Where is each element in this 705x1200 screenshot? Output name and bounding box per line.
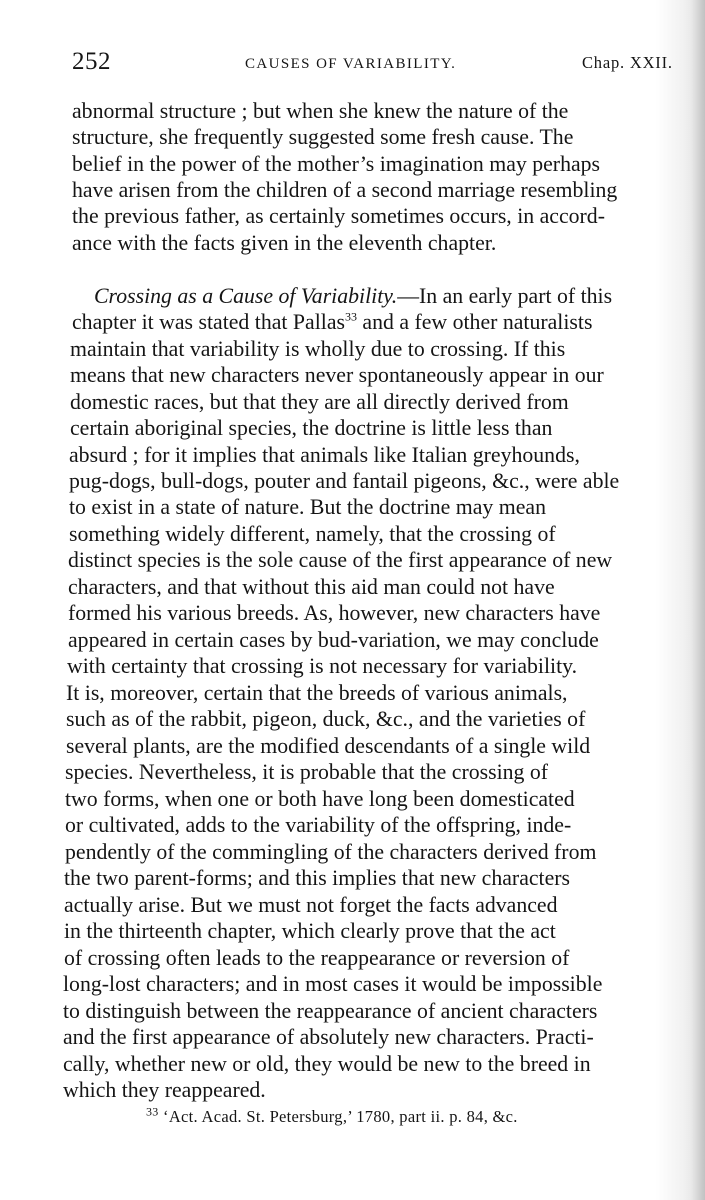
text-line bbox=[72, 309, 592, 335]
text-line: or cultivated, adds to the variability of the offspring, inde- bbox=[65, 813, 572, 837]
text-line: It is, moreover, certain that the breeds of various animals, bbox=[66, 681, 568, 705]
text-line: ance with the facts given in the eleventh chapter. bbox=[72, 231, 497, 255]
text-line: to distinguish between the reappearance of ancient characters bbox=[63, 999, 598, 1023]
text-line: means that new characters never spontaneously appear in our bbox=[70, 363, 604, 387]
text-line: have arisen from the children of a second marriage resembling bbox=[72, 178, 618, 202]
chapter-label: Chap. XXII. bbox=[582, 53, 673, 72]
running-header bbox=[72, 48, 685, 78]
text-line: the two parent-forms; and this implies that new characters bbox=[64, 866, 571, 890]
text-line: belief in the power of the mother’s imagination may perhaps bbox=[72, 152, 601, 176]
text-line: to exist in a state of nature. But the doctrine may mean bbox=[69, 495, 546, 519]
text-line: two forms, when one or both have long been domesticated bbox=[65, 787, 575, 811]
text-line: pendently of the commingling of the characters derived from bbox=[65, 840, 597, 864]
line-text: and a few other naturalists bbox=[356, 310, 593, 334]
text-line: the previous father, as certainly sometimes occurs, in accord- bbox=[72, 204, 605, 228]
text-line: maintain that variability is wholly due to crossing. If this bbox=[70, 337, 566, 361]
text-line: domestic races, but that they are all directly derived from bbox=[70, 390, 569, 414]
text-line: formed his various breeds. As, however, new characters have bbox=[68, 601, 601, 625]
text-line: actually arise. But we must not forget the facts advanced bbox=[64, 893, 558, 917]
text-line: characters, and that without this aid man could not have bbox=[68, 575, 555, 599]
page-number: 252 bbox=[72, 48, 111, 75]
footnote-reference: 33 bbox=[344, 309, 357, 324]
text-line: several plants, are the modified descendants of a single wild bbox=[66, 734, 591, 758]
running-title: CAUSES OF VARIABILITY. bbox=[245, 56, 457, 72]
text-line: such as of the rabbit, pigeon, duck, &c., and the varieties of bbox=[66, 707, 586, 731]
line-text: chapter it was stated that Pallas bbox=[72, 310, 345, 334]
text-line: appeared in certain cases by bud-variation, we may conclude bbox=[68, 628, 599, 652]
text-line: species. Nevertheless, it is probable that the crossing of bbox=[65, 760, 549, 784]
text-line: absurd ; for it implies that animals like Italian greyhounds, bbox=[69, 443, 580, 467]
text-line: in the thirteenth chapter, which clearly prove that the act bbox=[64, 919, 556, 943]
text-line: cally, whether new or old, they would be new to the breed in bbox=[63, 1052, 591, 1076]
section-heading: Crossing as a Cause of Variability. bbox=[94, 284, 398, 308]
text-line: with certainty that crossing is not necessary for variability. bbox=[67, 654, 578, 678]
text-line bbox=[94, 283, 612, 309]
text-line: of crossing often leads to the reappearance or reversion of bbox=[64, 946, 570, 970]
footnote-text: ‘Act. Acad. St. Petersburg,’ 1780, part ii. p. 84, &c. bbox=[158, 1107, 518, 1126]
text-line: abnormal structure ; but when she knew the nature of the bbox=[72, 99, 569, 123]
text-line: something widely different, namely, that the crossing of bbox=[69, 522, 556, 546]
footnote-mark: 33 bbox=[146, 1104, 159, 1119]
text-line: long-lost characters; and in most cases it would be impossible bbox=[63, 972, 603, 996]
footnote bbox=[146, 1104, 518, 1127]
text-line: distinct species is the sole cause of the first appearance of new bbox=[68, 548, 613, 572]
text-line: certain aboriginal species, the doctrine is little less than bbox=[70, 416, 553, 440]
text-line: which they reappeared. bbox=[63, 1078, 266, 1102]
text-line: and the first appearance of absolutely new characters. Practi- bbox=[63, 1025, 594, 1049]
text-line: structure, she frequently suggested some fresh cause. The bbox=[72, 125, 574, 149]
text-line: pug-dogs, bull-dogs, pouter and fantail pigeons, &c., were able bbox=[69, 469, 620, 493]
heading-line-text: —In an early part of this bbox=[397, 284, 613, 308]
page-edge-shadow bbox=[691, 0, 705, 1200]
